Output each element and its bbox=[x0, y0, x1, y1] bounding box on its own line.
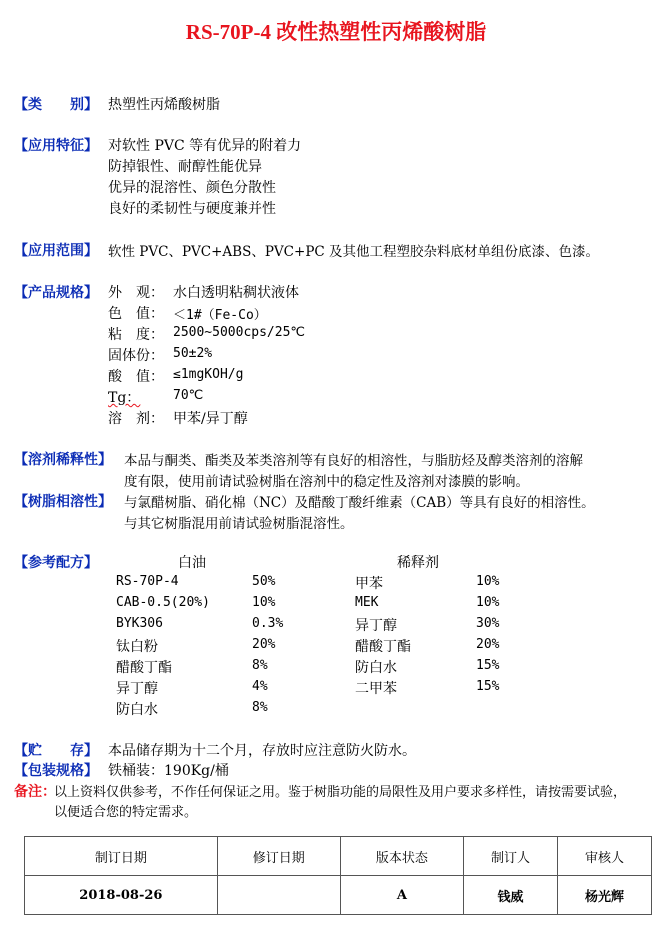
value-cell: 2018-08-26 bbox=[25, 876, 218, 915]
header-cell: 审核人 bbox=[557, 837, 651, 876]
white-oil-header: 白油 bbox=[178, 555, 206, 571]
solvent-dilution-line: 度有限，使用前请试验树脂在溶剂中的稳定性及溶剂对漆膜的影响。 bbox=[124, 474, 529, 490]
spec-key: 外 观： bbox=[108, 285, 164, 301]
spec-value: ≤1mgKOH/g bbox=[173, 367, 244, 382]
white-item-pct: 0.3% bbox=[252, 616, 284, 631]
table-row bbox=[25, 837, 652, 876]
packaging-value: 铁桶装：190Kg/桶 bbox=[108, 763, 229, 779]
thinner-header: 稀释剂 bbox=[397, 555, 439, 571]
thinner-item-name: 二甲苯 bbox=[355, 681, 397, 697]
white-item-pct: 8% bbox=[252, 700, 268, 715]
white-item-name: 防白水 bbox=[116, 702, 158, 718]
thinner-item-pct: 15% bbox=[476, 679, 500, 694]
value-cell: 钱威 bbox=[463, 876, 557, 915]
header-cell: 制订日期 bbox=[25, 837, 218, 876]
features-label: 【应用特征】 bbox=[14, 138, 98, 154]
spec-value: 50±2% bbox=[173, 346, 213, 361]
feature-line: 对软性 PVC 等有优异的附着力 bbox=[108, 138, 302, 154]
white-item-pct: 20% bbox=[252, 637, 276, 652]
solvent-dilution-line: 本品与酮类、酯类及苯类溶剂等有良好的相溶性，与脂肪烃及醇类溶剂的溶解 bbox=[124, 453, 583, 469]
spec-value: ＜1#（Fe-Co） bbox=[173, 308, 267, 323]
note-line: 以上资料仅供参考，不作任何保证之用。鉴于树脂功能的局限性及用户要求多样性，请按需要试验， bbox=[54, 785, 627, 800]
spec-key: 溶 剂： bbox=[108, 411, 164, 427]
resin-compat-line: 与氯醋树脂、硝化棉（NC）及醋酸丁酸纤维素（CAB）等具有良好的相溶性。 bbox=[124, 495, 595, 511]
spec-value: 甲苯/异丁醇 bbox=[173, 411, 248, 427]
white-item-name: CAB-0.5(20%) bbox=[116, 595, 210, 610]
white-item-name: 异丁醇 bbox=[116, 681, 158, 697]
feature-line: 良好的柔韧性与硬度兼并性 bbox=[108, 201, 276, 217]
spec-key: 粘 度： bbox=[108, 327, 164, 343]
formula-label: 【参考配方】 bbox=[14, 555, 98, 571]
feature-line: 优异的混溶性、颜色分散性 bbox=[108, 180, 276, 196]
value-cell: 杨光辉 bbox=[557, 876, 651, 915]
thinner-item-name: MEK bbox=[355, 595, 379, 610]
resin-compat-label: 【树脂相溶性】 bbox=[14, 494, 112, 510]
spec-value: 水白透明粘稠状液体 bbox=[173, 285, 299, 301]
solvent-dilution-label: 【溶剂稀释性】 bbox=[14, 452, 112, 468]
signoff-table bbox=[24, 836, 652, 915]
value-cell bbox=[217, 876, 340, 915]
thinner-item-name: 异丁醇 bbox=[355, 618, 397, 634]
value-cell: A bbox=[340, 876, 463, 915]
note-label: 备注： bbox=[14, 784, 56, 800]
thinner-item-pct: 15% bbox=[476, 658, 500, 673]
white-item-name: 醋酸丁酯 bbox=[116, 660, 172, 676]
header-cell: 制订人 bbox=[463, 837, 557, 876]
note-line: 以便适合您的特定需求。 bbox=[54, 805, 198, 820]
thinner-item-name: 甲苯 bbox=[355, 576, 383, 592]
header-cell: 修订日期 bbox=[217, 837, 340, 876]
white-item-name: BYK306 bbox=[116, 616, 163, 631]
scope-label: 【应用范围】 bbox=[14, 243, 98, 259]
thinner-item-name: 醋酸丁酯 bbox=[355, 639, 411, 655]
spec-key: 酸 值： bbox=[108, 369, 164, 385]
category-label: 【类 别】 bbox=[14, 97, 98, 113]
document-title: RS-70P-4 改性热塑性丙烯酸树脂 bbox=[185, 20, 487, 44]
spec-key: Tg： bbox=[108, 390, 141, 406]
white-item-name: RS-70P-4 bbox=[116, 574, 179, 589]
category-value: 热塑性丙烯酸树脂 bbox=[108, 97, 220, 113]
spec-key: 固体份： bbox=[108, 348, 164, 364]
feature-line: 防掉银性、耐醇性能优异 bbox=[108, 159, 262, 175]
thinner-item-pct: 30% bbox=[476, 616, 500, 631]
spec-value: 70℃ bbox=[173, 388, 204, 403]
white-item-pct: 50% bbox=[252, 574, 276, 589]
storage-value: 本品储存期为十二个月，存放时应注意防火防水。 bbox=[108, 743, 416, 759]
white-item-name: 钛白粉 bbox=[116, 639, 158, 655]
storage-label: 【贮 存】 bbox=[14, 743, 98, 759]
white-item-pct: 8% bbox=[252, 658, 268, 673]
thinner-item-pct: 20% bbox=[476, 637, 500, 652]
white-item-pct: 4% bbox=[252, 679, 268, 694]
header-cell: 版本状态 bbox=[340, 837, 463, 876]
table-row bbox=[25, 876, 652, 915]
specs-label: 【产品规格】 bbox=[14, 285, 98, 301]
thinner-item-name: 防白水 bbox=[355, 660, 397, 676]
scope-value: 软性 PVC、PVC+ABS、PVC+PC 及其他工程塑胶杂料底材单组份底漆、色漆。 bbox=[108, 244, 600, 260]
spec-value: 2500~5000cps/25℃ bbox=[173, 325, 305, 340]
thinner-item-pct: 10% bbox=[476, 595, 500, 610]
white-item-pct: 10% bbox=[252, 595, 276, 610]
thinner-item-pct: 10% bbox=[476, 574, 500, 589]
resin-compat-line: 与其它树脂混用前请试验树脂混溶性。 bbox=[124, 516, 354, 532]
spec-key: 色 值： bbox=[108, 306, 164, 322]
packaging-label: 【包装规格】 bbox=[14, 763, 98, 779]
